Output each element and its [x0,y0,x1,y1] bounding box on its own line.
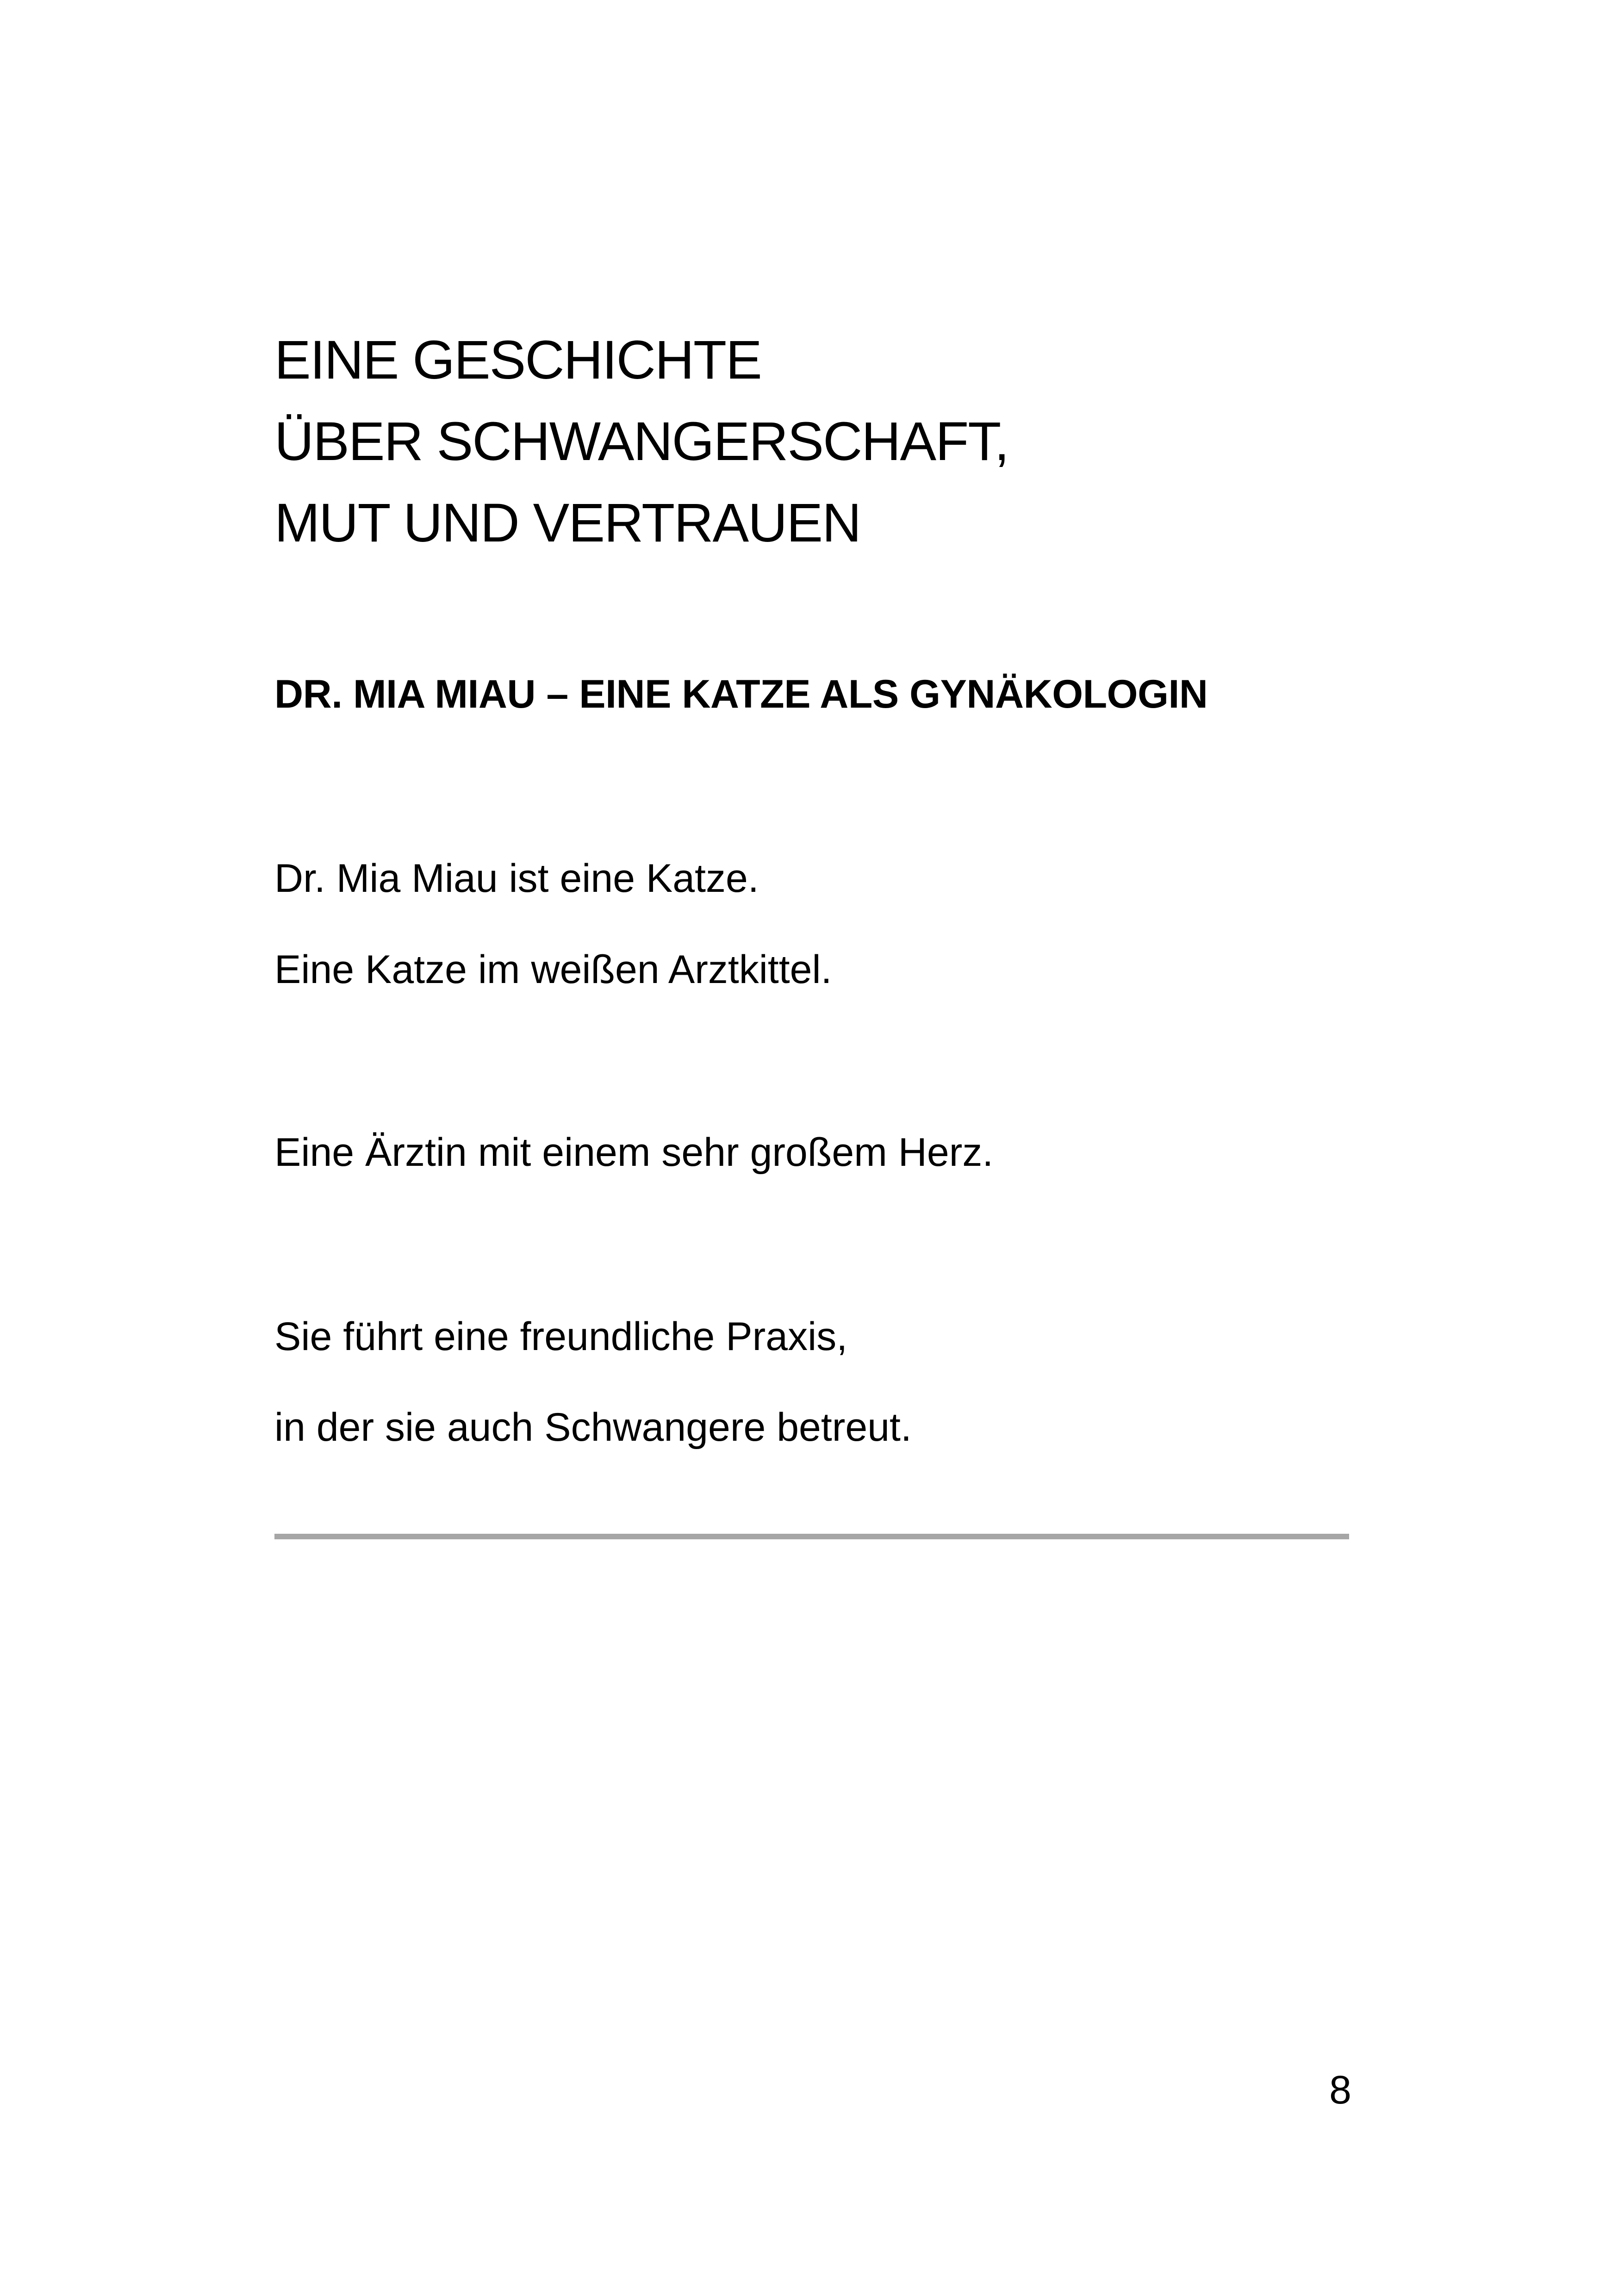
horizontal-divider [274,1534,1349,1539]
body-line-1: Dr. Mia Miau ist eine Katze. [274,856,759,901]
chapter-heading: DR. MIA MIAU – EINE KATZE ALS GYNÄKOLOGIN [274,672,1208,716]
body-line-5: in der sie auch Schwangere betreut. [274,1405,912,1450]
title-line-1: EINE GESCHICHTE [274,330,761,391]
title-line-2: ÜBER SCHWANGERSCHAFT, [274,411,1009,472]
title-line-3: MUT UND VERTRAUEN [274,492,861,554]
body-line-4: Sie führt eine freundliche Praxis, [274,1314,848,1359]
body-line-3: Eine Ärztin mit einem sehr großem Herz. [274,1130,994,1175]
page-title [274,319,1431,564]
page-number: 8 [1329,2068,1351,2112]
body-line-2: Eine Katze im weißen Arztkittel. [274,947,832,992]
